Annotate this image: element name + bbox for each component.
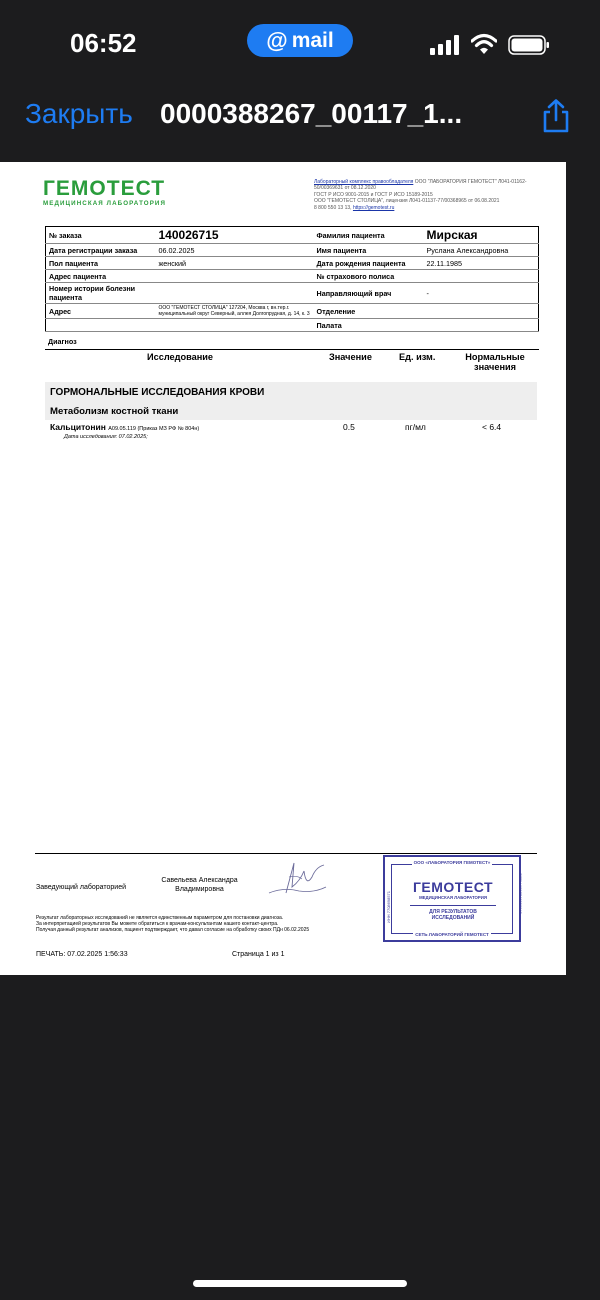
result-row: [50, 422, 540, 432]
doctor-label: Направляющий врач: [314, 283, 424, 304]
test-value: 0.5: [343, 422, 355, 432]
license-info: [314, 179, 534, 211]
disclaimer: [36, 915, 376, 933]
license-line2: ГОСТ Р ИСО 9001-2015 и ГОСТ Р ИСО 15189-2015: [314, 191, 433, 198]
diagnosis-label: Диагноз: [45, 336, 539, 350]
signature-image: [264, 857, 334, 903]
patient-name: Руслана Александровна: [424, 244, 539, 257]
reg-date-label: Дата регистрации заказа: [46, 244, 156, 257]
doctor: -: [424, 283, 539, 304]
address-label: Адрес: [46, 304, 156, 319]
document-page: [0, 162, 566, 975]
address: ООО "ГЕМОТЕСТ СТОЛИЦА" 127204, Москва г, вн.тер.г. муниципальный округ Северный, аллея Долгопрудная, д. 14, к. 3: [156, 304, 314, 319]
history-label: Номер истории болезни пациента: [46, 283, 156, 304]
dob: 22.11.1985: [424, 257, 539, 270]
mail-pill-label: mail: [291, 28, 334, 52]
address-patient-label: Адрес пациента: [46, 270, 156, 283]
cellular-signal-icon: [430, 35, 460, 55]
stamp-top-text: ООО «ЛАБОРАТОРИЯ ГЕМОТЕСТ»: [413, 860, 491, 865]
disclaimer-line2: За интерпретацией результатов Вы можете обратиться к врачам-консультантам нашего контакт-центра.: [36, 921, 279, 927]
section-title: ГОРМОНАЛЬНЫЕ ИССЛЕДОВАНИЯ КРОВИ: [50, 387, 265, 398]
sex-label: Пол пациента: [46, 257, 156, 270]
surname-label: Фамилия пациента: [314, 227, 424, 244]
close-button[interactable]: Закрыть: [25, 98, 133, 129]
name-label: Имя пациента: [314, 244, 424, 257]
document-title: 0000388267_00117_1...: [160, 98, 463, 129]
stamp-bottom-text: СЕТЬ ЛАБОРАТОРИЙ ГЕМОТЕСТ: [415, 932, 489, 937]
test-code: A09.05.119 (Приказ МЗ РФ № 804н): [108, 426, 200, 432]
license-phone: 8 800 550 13 13,: [314, 204, 352, 211]
disclaimer-line3: Получая данный результат анализов, пациент подтверждает, что давал согласие на обработку своих ПДн 06.02.2025: [36, 927, 310, 933]
col-study: Исследование: [147, 352, 214, 362]
navigation-bar: [0, 90, 600, 150]
reg-date: 06.02.2025: [156, 244, 314, 257]
col-norm: Нормальные значения: [465, 352, 525, 372]
stamp-logo-sub: МЕДИЦИНСКАЯ ЛАБОРАТОРИЯ: [419, 895, 487, 900]
lab-stamp: [383, 855, 521, 942]
home-indicator[interactable]: [193, 1280, 407, 1287]
subsection-title: Метаболизм костной ткани: [50, 406, 179, 417]
mail-app-pill[interactable]: [247, 24, 353, 57]
battery-icon: [508, 35, 550, 55]
gemotest-logo: [43, 179, 166, 207]
insurance-label: № страхового полиса: [314, 270, 424, 283]
footer-divider: [35, 853, 537, 854]
stamp-mid-text: ДЛЯ РЕЗУЛЬТАТОВ ИССЛЕДОВАНИЙ: [410, 905, 496, 921]
clock: 06:52: [70, 28, 137, 58]
test-norm: < 6.4: [482, 422, 502, 432]
page-number: Страница 1 из 1: [232, 951, 285, 958]
stamp-inner-frame: [386, 860, 523, 937]
head-name: Савельева Александра Владимировна: [161, 877, 238, 893]
patient-info-table: [45, 226, 539, 332]
col-unit: Ед. изм.: [399, 352, 436, 362]
head-label: Заведующий лабораторией: [36, 884, 126, 891]
print-timestamp: ПЕЧАТЬ: 07.02.2025 1:56:33: [36, 951, 128, 958]
order-no: 140026715: [156, 227, 314, 244]
share-icon[interactable]: [538, 98, 574, 134]
test-date: Дата исследования: 07.02.2025;: [64, 434, 148, 440]
license-line3: ООО "ГЕМОТЕСТ СТОЛИЦА", лицензия Л041-01137-77/00368965 от 06.08.2021: [314, 198, 500, 205]
wifi-icon: [471, 33, 497, 55]
ward-label: Палата: [314, 319, 424, 332]
test-name: Кальцитонин: [50, 422, 106, 432]
disclaimer-line1: Результат лабораторных исследований не является единственным параметром для постановки диагноза.: [36, 915, 284, 921]
surname: Мирская: [424, 227, 539, 244]
license-link[interactable]: Лабораторный комплекс правообладателя: [314, 179, 414, 185]
col-value: Значение: [329, 352, 372, 362]
at-icon: @: [266, 27, 288, 53]
logo-subtitle: МЕДИЦИНСКАЯ ЛАБОРАТОРИЯ: [43, 200, 167, 207]
logo-text: ГЕМОТЕСТ: [43, 177, 166, 200]
stamp-ogrn: ОГРН 1097746590042: [518, 873, 523, 914]
test-unit: пг/мл: [405, 422, 426, 432]
stamp-logo: ГЕМОТЕСТ: [412, 879, 494, 895]
sex: женский: [156, 257, 314, 270]
stamp-inn: ИНН 7708698571: [386, 890, 391, 923]
dob-label: Дата рождения пациента: [314, 257, 424, 270]
order-no-label: № заказа: [46, 227, 156, 244]
department-label: Отделение: [314, 304, 424, 319]
status-bar: [0, 0, 600, 90]
license-line1: ООО "ЛАБОРАТОРИЯ ГЕМОТЕСТ" Л041-01162-50/00369631 от 08.12.2020: [314, 179, 527, 192]
website-link[interactable]: https://gemotest.ru: [352, 204, 395, 211]
